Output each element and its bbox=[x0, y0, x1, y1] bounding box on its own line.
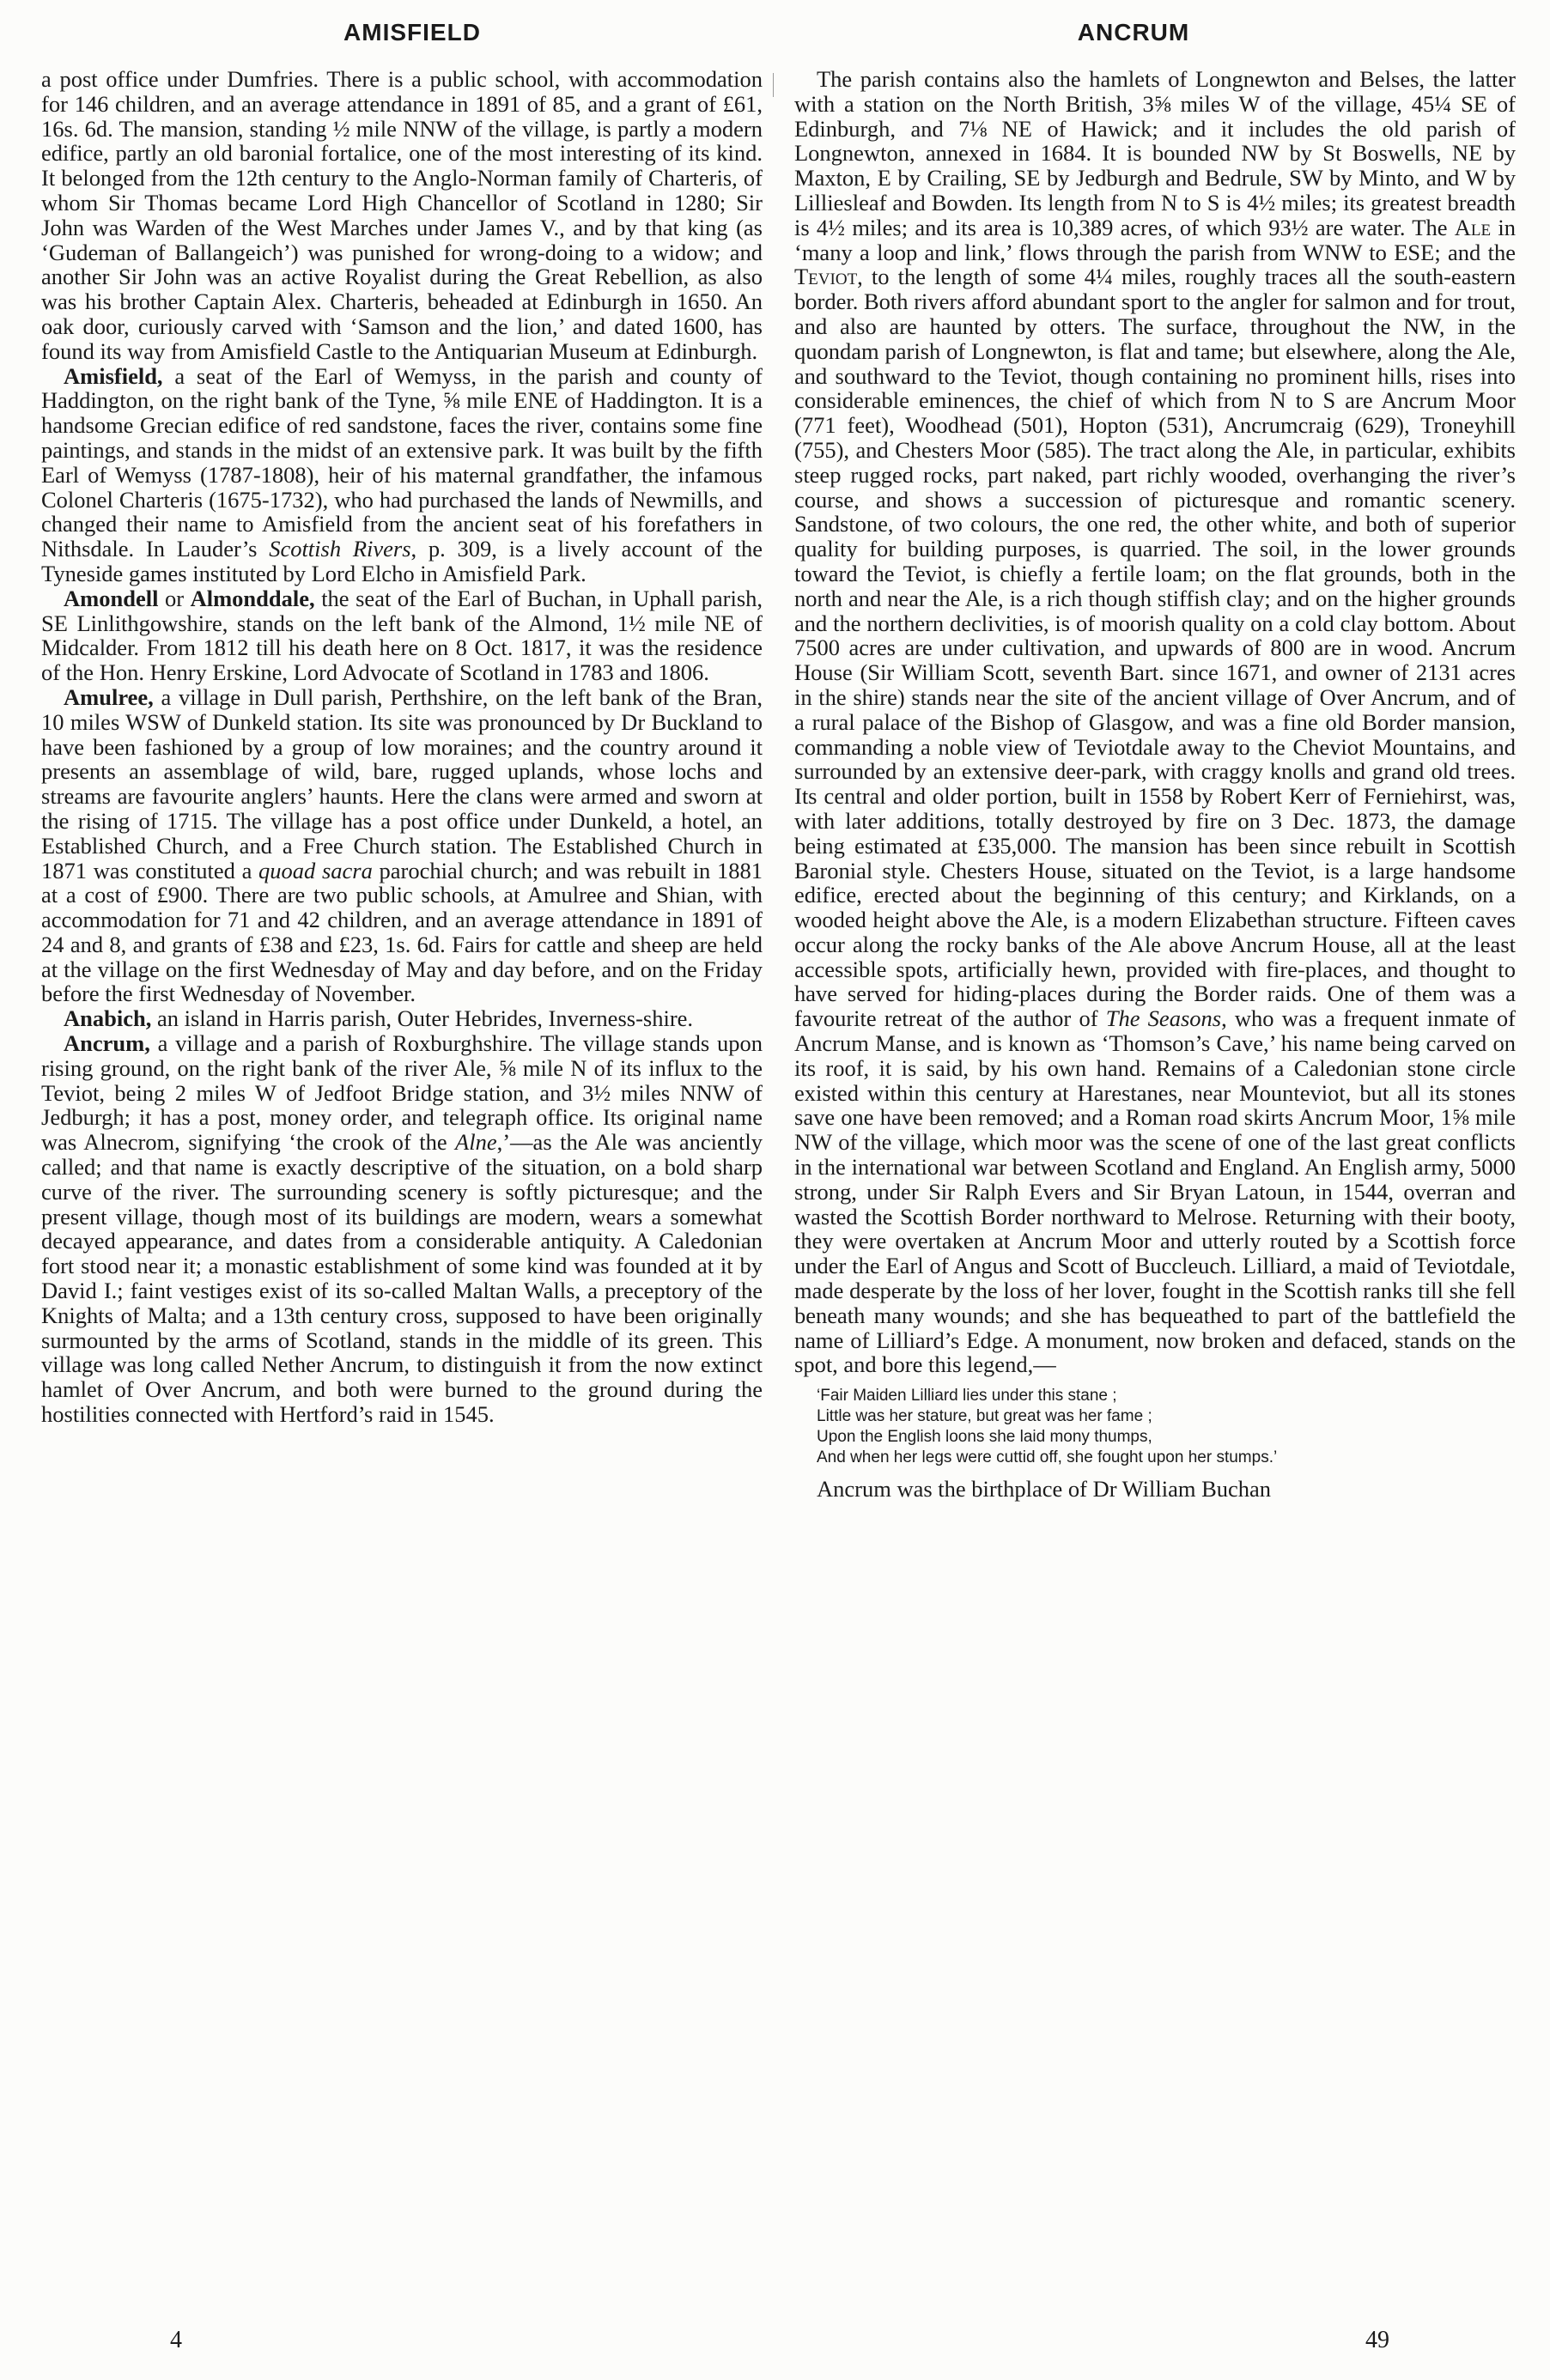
book-title-the-seasons: The Seasons bbox=[1105, 1005, 1222, 1032]
entry-anabich bbox=[41, 1006, 763, 1031]
italic-quoad-sacra: quoad sacra bbox=[258, 857, 373, 883]
connector-or: or bbox=[158, 585, 191, 611]
entry-text: an island in Harris parish, Outer Hebrides, Inverness-shire. bbox=[151, 1005, 694, 1032]
headword-ancrum: Ancrum, bbox=[64, 1030, 150, 1057]
left-column bbox=[41, 67, 763, 1427]
entry-amondell bbox=[41, 586, 763, 685]
column-divider bbox=[773, 73, 774, 97]
headword-almonddale: Almonddale, bbox=[190, 585, 315, 611]
lilliard-verse bbox=[817, 1386, 1516, 1468]
verse-line: Little was her stature, but great was her fame ; bbox=[817, 1407, 1152, 1426]
paragraph-text: , who was a frequent inmate of Ancrum Manse, and is known as ‘Thomson’s Cave,’ his name being carved on its roof, it is said, by his own hand. Remains of a Caledonian stone circle existed within this century at Harestanes, near Mounteviot, but all its stones save one have been removed; and a Roman road skirts Ancrum Moor, 1⅝ mile NW of the village, which moor was the scene of one of the last great conflicts in the international war between Scotland and England. An English army, 5000 strong, under Sir Ralph Evers and Sir Bryan Latoun, in 1544, overran and wasted the Scottish Border northward to Melrose. Returning with their booty, they were overtaken at Ancrum Moor and utterly routed by a Scottish force under the Earl of Angus and Scott of Buccleuch. Lilliard, a maid of Teviotdale, made desperate by the loss of her lover, fought in the Scottish ranks till she fell beneath many wounds; and she has bequeathed to part of the battlefield the name of Lilliard’s Edge. A monument, now broken and defaced, stands on the spot, and bore this legend,— bbox=[794, 1005, 1516, 1378]
verse-line: Upon the English loons she laid mony thumps, bbox=[817, 1428, 1152, 1447]
paragraph-text: The parish contains also the hamlets of Longnewton and Belses, the latter with a station on the North British, 3⅝ miles W of the village, 45¼ SE of Edinburgh, and 7⅛ NE of Hawick; and it includes the old parish of Longnewton, annexed in 1684. It is bounded NW by St Boswells, NE by Maxton, E by Crailing, SE by Jedburgh and Bedrule, SW by Minto, and W by Lilliesleaf and Bowden. Its length from N to S is 4½ miles; its greatest breadth is 4½ miles; and its area is 10,389 acres, of which 93½ are water. The bbox=[794, 66, 1516, 240]
entry-amulree bbox=[41, 685, 763, 1006]
right-page-number: 49 bbox=[1365, 2327, 1389, 2353]
paragraph-text: in ‘many a loop and link,’ flows through the parish from WNW to ESE; and the bbox=[794, 214, 1516, 265]
headword-amulree: Amulree, bbox=[64, 683, 154, 710]
headword-anabich: Anabich, bbox=[64, 1005, 152, 1032]
entry-text-tail: , p. 309, is a lively account of the Tyneside games instituted by Lord Elcho in Amisfield Park. bbox=[41, 536, 763, 586]
ancrum-parish-paragraph bbox=[794, 67, 1516, 1377]
verse-line: And when her legs were cuttid off, she fought upon her stumps.’ bbox=[817, 1448, 1278, 1467]
entry-text: the seat of the Earl of Buchan, in Uphall parish, SE Linlithgowshire, stands on the left bank of the Almond, 1½ mile NE of Midcalder. From 1812 till his death here on 8 Oct. 1817, it was the residence of the Hon. Henry Erskine, Lord Advocate of Scotland in 1783 and 1806. bbox=[41, 585, 763, 686]
headword-amisfield: Amisfield, bbox=[64, 362, 163, 389]
verse-line: ‘Fair Maiden Lilliard lies under this stane ; bbox=[817, 1387, 1117, 1406]
entry-text-tail: ,’—as the Ale was anciently called; and that name is exactly descriptive of the situation, on a bold sharp curve of the river. The surrounding scenery is softly picturesque; and the present village, though most of its buildings are modern, wears a somewhat decayed appearance, and dates from a considerable antiquity. A Caledonian fort stood near it; a monastic establishment of some kind was founded at it by David I.; faint vestiges exist of its so-called Maltan Walls, a preceptory of the Knights of Malta; and a 13th century cross, supposed to have been originally surmounted by the arms of Scotland, stands in the middle of its green. This village was long called Nether Ancrum, to distinguish it from the now extinct hamlet of Over Ancrum, and both were burned to the ground during the hostilities connected with Hertford’s raid in 1545. bbox=[41, 1129, 763, 1428]
river-name-teviot: Teviot bbox=[794, 264, 858, 290]
entry-text: a seat of the Earl of Wemyss, in the parish and county of Haddington, on the right bank of the Tyne, ⅝ mile ENE of Haddington. It is a handsome Grecian edifice of red sandstone, faces the river, contains some fine paintings, and stands in the midst of an extensive park. It was built by the fifth Earl of Wemyss (1787-1808), heir of his maternal grandfather, the infamous Colonel Charteris (1675-1732), who had purchased the lands of Newmills, and changed their name to Amisfield from the ancient seat of his forefathers in Nithsdale. In Lauder’s bbox=[41, 362, 763, 562]
entry-text: a village and a parish of Roxburghshire. The village stands upon rising ground, on the right bank of the river Ale, ⅝ mile N of its influx to the Teviot, being 2 miles W of Jedfoot Bridge station, and 3½ miles NNW of Jedburgh; it has a post, money order, and telegraph office. Its original name was Alnecrom, signifying ‘the crook of the bbox=[41, 1030, 763, 1156]
book-title-scottish-rivers: Scottish Rivers bbox=[269, 536, 411, 562]
headword-amondell: Amondell bbox=[64, 585, 159, 611]
right-column bbox=[794, 67, 1516, 1502]
left-running-head: AMISFIELD bbox=[343, 19, 481, 46]
river-name-ale: Ale bbox=[1454, 214, 1492, 240]
italic-alne: Alne bbox=[455, 1129, 497, 1156]
entry-text: a village in Dull parish, Perthshire, on the left bank of the Bran, 10 miles WSW of Dunkeld station. Its site was pronounced by Dr Buckland to have been fashioned by a group of low moraines; and the country around it presents an assemblage of wild, bare, rugged uplands, whose lochs and streams are favourite anglers’ haunts. Here the clans were armed and sworn at the rising of 1715. The village has a post office under Dunkeld, a hotel, an Established Church, and a Free Church station. The Established Church in 1871 was constituted a bbox=[41, 683, 763, 883]
paragraph-text: , to the length of some 4¼ miles, roughly traces all the south-eastern border. Both rivers afford abundant sport to the angler for salmon and for trout, and also are haunted by otters. The surface, throughout the NW, in the quondam parish of Longnewton, is flat and tame; but elsewhere, along the Ale, and southward to the Teviot, though containing no prominent hills, rises into considerable eminences, the chief of which from N to S are Ancrum Moor (771 feet), Woodhead (501), Hopton (531), Ancrumcraig (629), Troneyhill (755), and Chesters Moor (585). The tract along the Ale, in particular, exhibits steep rugged rocks, part naked, part richly wooded, overhanging the river’s course, and shows a succession of picturesque and romantic scenery. Sandstone, of two colours, the one red, the other white, and both of superior quality for building purposes, is quarried. The soil, in the lower grounds toward the Teviot, is chiefly a fertile loam; on the flat grounds, both in the north and near the Ale, is a rich though stiffish clay; and on the higher grounds and the northern declivities, is of moorish quality on a cold clay bottom. About 7500 acres are under cultivation, and upwards of 800 are in wood. Ancrum House (Sir William Scott, seventh Bart. since 1671, and owner of 2131 acres in the shire) stands near the site of the ancient village of Over Ancrum, and of a rural palace of the Bishop of Glasgow, and was a fine old Border mansion, commanding a noble view of Teviotdale away to the Cheviot Mountains, and surrounded by an extensive deer-park, with craggy knolls and grand old trees. Its central and older portion, built in 1558 by Robert Kerr of Ferniehirst, was, with later additions, totally destroyed by fire on 3 Dec. 1873, the damage being estimated at £35,000. The mansion has been since rebuilt in Scottish Baronial style. Chesters House, situated on the Teviot, is a large handsome edifice, erected about the beginning of this century; and Kirklands, on a wooded height above the Ale, is a modern Elizabethan structure. Fifteen caves occur along the rocky banks of the Ale above Ancrum House, all at the least accessible spots, artificially hewn, provided with fire-places, and thought to have served for hiding-places during the Border raids. One of them was a favourite retreat of the author of bbox=[794, 264, 1516, 1032]
ancrum-birthplace-line: Ancrum was the birthplace of Dr William Buchan bbox=[817, 1476, 1272, 1503]
amisfield-dumfries-continuation: a post office under Dumfries. There is a public school, with accommodation for 146 children, and an average attendance in 1891 of 85, and a grant of £61, 16s. 6d. The mansion, standing ½ mile NNW of the village, is partly a modern edifice, partly an old baronial fortalice, one of the most interesting of its kind. It belonged from the 12th century to the Anglo-Norman family of Charteris, of whom Sir Thomas became Lord High Chancellor of Scotland in 1280; Sir John was Warden of the West Marches under James V., and by that king (as ‘Gudeman of Ballangeich’) was punished for wrong-doing to a widow; and another Sir John was an active Royalist during the Great Rebellion, as also was his brother Captain Alex. Charteris, beheaded at Edinburgh in 1650. An oak door, curiously carved with ‘Samson and the lion,’ and dated 1600, has found its way from Amisfield Castle to the Antiquarian Museum at Edinburgh. bbox=[41, 66, 763, 364]
left-page-number: 4 bbox=[170, 2327, 182, 2353]
entry-ancrum bbox=[41, 1031, 763, 1427]
right-running-head: ANCRUM bbox=[1077, 19, 1190, 46]
entry-text-tail: parochial church; and was rebuilt in 1881 at a cost of £900. There are two public schools, at Amulree and Shian, with accommodation for 71 and 42 children, and an average attendance in 1891 of 24 and 8, and grants of £38 and £23, 1s. 6d. Fairs for cattle and sheep are held at the village on the first Wednesday of May and day before, and on the Friday before the first Wednesday of November. bbox=[41, 857, 763, 1007]
entry-amisfield-haddington bbox=[41, 364, 763, 586]
